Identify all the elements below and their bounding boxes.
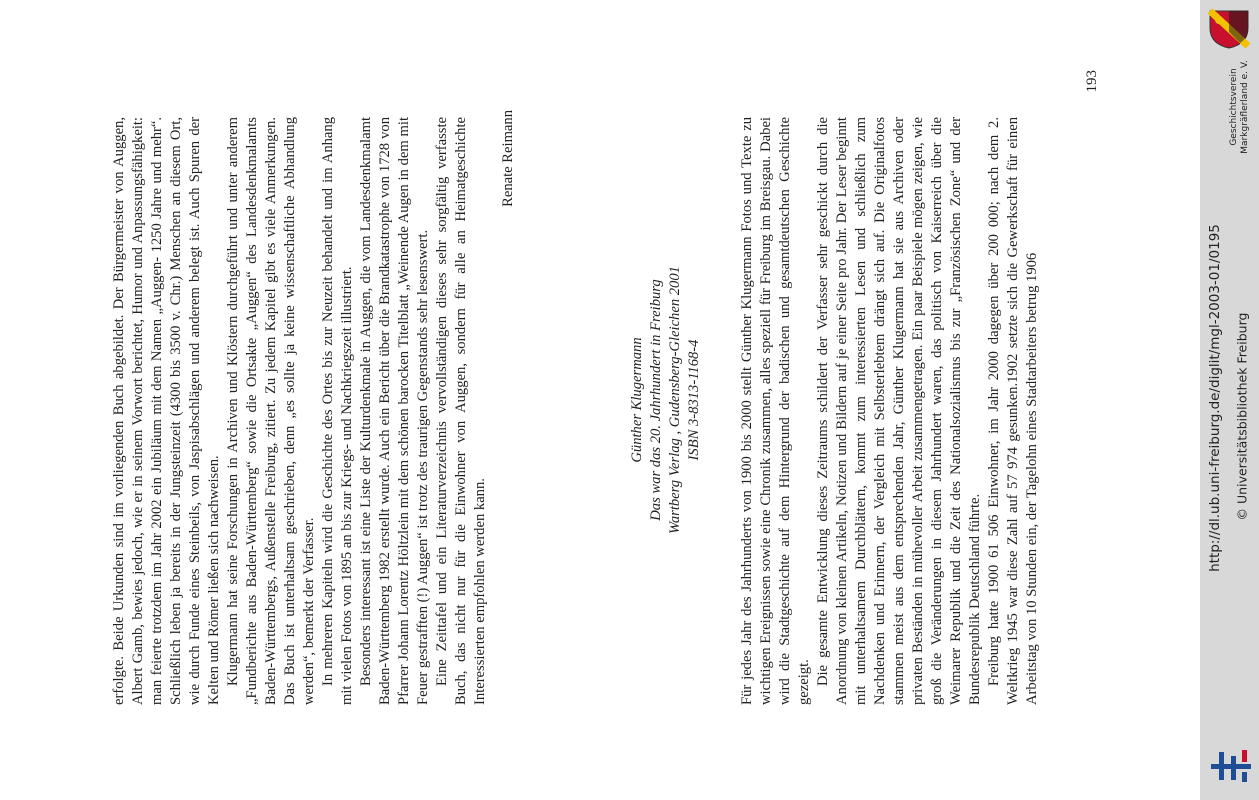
review-signature: Renate Reimann <box>500 110 516 207</box>
review-paragraph: Besonders interessant ist eine Liste der Kulturdenkmale in Auggen, die vom Landesdenkmalamt Baden-Württemberg 1982 erstellt wurde. Auch ein Bericht über die Brandkatastrophe von 1728 von Pfarrer Johann Lorentz Höltzlein mit dem schönen barocken Titelblatt „Weinende Augen in dem mit Feuer gestrafften (!) Auggen“ ist trotz des traurigen Gegenstands sehr lesenswert. <box>358 117 431 705</box>
review-freiburg <box>738 117 1042 705</box>
review-paragraph: Klugermann hat seine Forschungen in Archiven und Klöstern durchgeführt und unter anderem „Fundberichte aus Baden-Württemberg“ sowie die Ortsakte „Auggen“ des Landesdenkmalamts Baden-Württembergs, Außenstelle Freiburg, zitiert. Zu jedem Kapitel gibt es viele Anmerkungen. Das Buch ist unterhaltsam geschrieben, denn „es sollte ja keine wissenschaftliche Abhandlung werden“, bemerkt der Verfasser. <box>225 117 317 705</box>
copyright-notice: © Universitätsbibliothek Freiburg <box>1234 312 1250 521</box>
review-paragraph: Eine Zeittafel und ein Literaturverzeichnis vervollständigen dieses sehr sorgfältig verfasste Buch, das nicht nur für die Einwohner von Auggen, sondern für alle an Heimatgeschichte Interessierten empfohlen werden kann. <box>434 117 488 705</box>
review-paragraph: Freiburg hatte 1900 61 506 Einwohner, im Jahr 2000 dagegen über 200 000; nach dem 2. Weltkrieg 1945 war diese Zahl auf 57 974 gesunken.1902 setzte sich die Gewerkschaft für einen Arbeitstag von 10 Stunden ein, der Tagelohn eines Stadtarbeiters betrug 1906 <box>986 117 1040 705</box>
review-paragraph: Für jedes Jahr des Jahrhunderts von 1900 bis 2000 stellt Günther Klugermann Fotos und Texte zu wichtigen Ereignissen sowie eine Chronik zusammen, alles speziell für Freiburg im Breisgau. Dabei wird die Stadtgeschichte auf dem Hintergrund der badischen und gesamtdeutschen Geschichte gezeigt. <box>739 117 812 705</box>
book-header <box>628 230 704 570</box>
page-number: 193 <box>1084 70 1100 93</box>
review-paragraph: Die gesamte Entwicklung dieses Zeitraums schildert der Verfasser sehr geschickt durch die Anordnung von kleinen Artikeln, Notizen und Bildern auf je einer Seite pro Jahr. Der Leser beginnt mit unterhaltsamem Durchblättern, kommt zum interessierten Lesen und schließlich zum Nachdenken und Erinnern, der Vergleich mit Selbsterlebtem drängt sich auf. Die Originalfotos stammen meist aus dem entsprechenden Jahr, Günther Klugermann hat sie aus Archiven oder privaten Beständen in mühevoller Arbeit zusammengetragen. Ein paar Beispiele mögen zeigen, wie groß die Veränderungen in diesem Jahrhundert waren, das politisch von Kaiserreich über die Weimarer Republik und die Zeit des Nationalsozialismus bis zur „Französischen Zone“ und der Bundesrepublik Deutschland führte. <box>815 117 983 705</box>
society-label: Geschichtsverein Markgräflerland e. V. <box>1229 60 1250 154</box>
coat-of-arms-icon <box>1206 8 1252 50</box>
document-url-link[interactable]: http://dl.ub.uni-freiburg.de/diglit/mgl-2003-01/0195 <box>1207 224 1223 572</box>
review-paragraph: erfolgte. Beide Urkunden sind im vorliegenden Buch abgebildet. Der Bürgermeister von Auggen, Albert Gamb, bewies jedoch, wie er in seinem Vorwort berichtet, Humor und Anpassungsfähigkeit: man feierte trotzdem im Jahr 2002 ein Jubiläum mit dem Namen „Auggen- 1250 Jahre und mehr“. Schließlich leben ja bereits in der Jungsteinzeit (4300 bis 3500 v. Chr.) Menschen an diesem Ort, wie durch Funde eines Steinbeils, von Jaspisabschlägen und anderem belegt ist. Auch Spuren der Kelten und Römer ließen sich nachweisen. <box>111 117 222 705</box>
book-isbn: ISBN 3-8313-1168-4 <box>686 339 702 461</box>
ub-freiburg-logo-icon <box>1209 748 1253 784</box>
book-title: Das war das 20. Jahrhundert in Freiburg <box>648 279 664 521</box>
review-auggen <box>110 117 490 705</box>
book-publisher: Wartberg Verlag , Gudensberg-Gleichen 2001 <box>667 266 683 534</box>
review-paragraph: In mehreren Kapiteln wird die Geschichte des Ortes bis zur Neuzeit behandelt und im Anhang mit vielen Fotos von 1895 an bis zur Kriegs- und Nachkriegszeit illustriert. <box>320 117 355 705</box>
book-author: Günther Klugermann <box>629 337 645 463</box>
